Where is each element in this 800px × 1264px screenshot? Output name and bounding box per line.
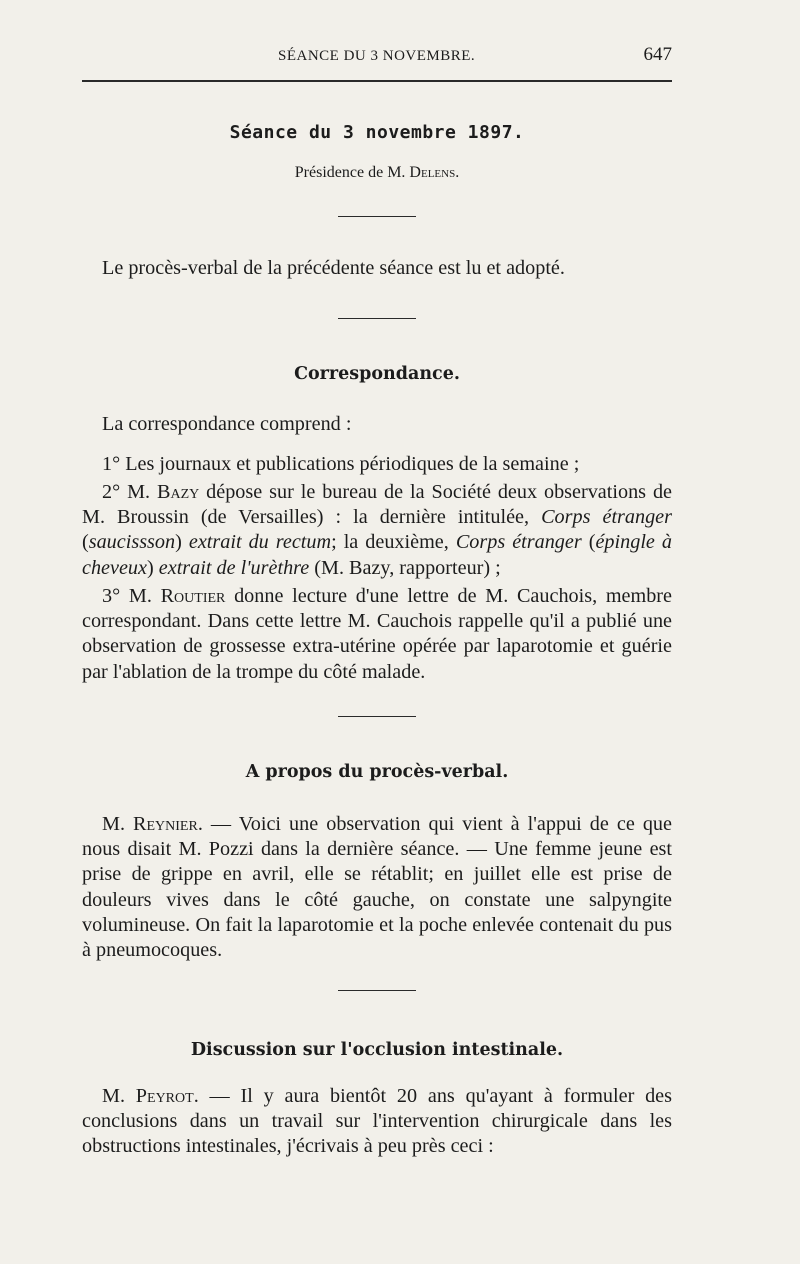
member-name: Routier <box>160 585 226 607</box>
text-run: ; la deuxième, <box>331 531 456 554</box>
correspondance-item-3 <box>82 584 672 685</box>
italic-run: saucissson <box>88 531 176 554</box>
president-name: Delens. <box>409 164 460 181</box>
header-rule <box>82 80 672 82</box>
correspondance-item-1: 1° Les journaux et publications périodiques de la semaine ; <box>102 453 580 475</box>
correspondance-item-2 <box>82 480 672 581</box>
text-run: . — Il y aura bientôt 20 ans qu'ayant à formuler des conclusions dans un travail sur l'intervention chirurgicale dans les obstructions intestinales, j'écrivais à peu près ceci : <box>82 1085 672 1158</box>
discussion-paragraph <box>82 1084 672 1160</box>
minutes-statement: Le procès-verbal de la précédente séance est lu et adopté. <box>102 257 565 279</box>
section-divider <box>338 716 416 717</box>
italic-run: Corps étranger <box>541 506 673 529</box>
section-divider <box>338 216 416 217</box>
member-name: Reynier <box>133 813 198 835</box>
session-title: Séance du 3 novembre 1897. <box>229 122 525 143</box>
text-run: (M. Bazy, rapporteur) ; <box>309 556 501 579</box>
text-run: ( <box>82 531 89 554</box>
text-run: ) <box>175 531 189 554</box>
correspondance-heading: Correspondance. <box>294 364 460 384</box>
text-run: ) <box>147 556 159 579</box>
presidency-prefix: Présidence de M. <box>294 164 410 181</box>
correspondance-intro: La correspondance comprend : <box>102 413 352 435</box>
running-head: SÉANCE DU 3 NOVEMBRE. <box>278 48 476 64</box>
proces-verbal-heading: A propos du procès-verbal. <box>245 762 509 782</box>
italic-run: extrait du rectum <box>188 531 332 554</box>
text-run: M. <box>102 1085 136 1107</box>
text-run: . — Voici une observation qui vient à l'appui de ce que nous disait M. Pozzi dans la dernière séance. — Une femme jeune est prise de grippe en avril, elle se rétablit; en juillet elle est prise de douleurs vives dans le côté gauche, on constate une salpyngite volumineuse. On fait la laparotomie et la poche enlevée contenait du pus à pneumocoques. <box>82 813 672 962</box>
text-run: dépose sur le bureau de la Société deux observations de M. Broussin (de Versailles) : la dernière intitulée, <box>82 481 672 529</box>
member-name: Bazy <box>157 481 200 503</box>
discussion-heading: Discussion sur l'occlusion intestinale. <box>190 1040 564 1060</box>
member-name: Peyrot <box>135 1085 194 1107</box>
italic-run: épingle à cheveux <box>82 531 672 579</box>
italic-run: extrait de l'urèthre <box>158 556 310 579</box>
presidency-line <box>82 164 672 182</box>
text-run: 3° M. <box>102 585 161 607</box>
page-number: 647 <box>643 44 672 65</box>
proces-verbal-paragraph <box>82 812 672 963</box>
text-run: donne lecture d'une lettre de M. Cauchois, membre correspondant. Dans cette lettre M. Cauchois rappelle qu'il a publié une observation de grossesse extra-utérine opérée par laparotomie et guérie par l'ablation de la trompe du côté malade. <box>82 585 672 683</box>
page-header <box>0 42 800 72</box>
section-divider <box>338 318 416 319</box>
text-run: 2° M. <box>102 481 157 503</box>
section-divider <box>338 990 416 991</box>
text-run: M. <box>102 813 134 835</box>
italic-run: Corps étranger <box>455 531 582 554</box>
text-run: ( <box>581 531 596 554</box>
